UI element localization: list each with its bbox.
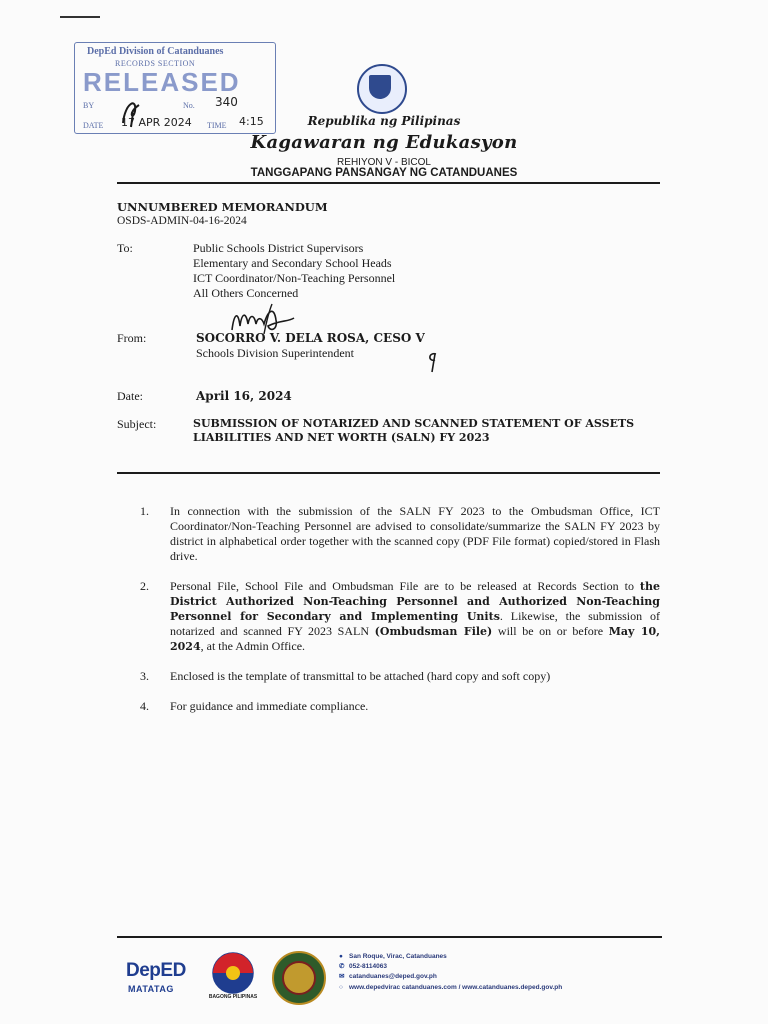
item-bold-deadline: May 10, 2024	[170, 625, 660, 653]
item-bold-text: the District Authorized Non-Teaching Personnel and Authorized Non-Teaching Personnel for Secondary and Implementing Units	[170, 580, 660, 623]
phone-icon: ✆	[339, 963, 345, 971]
initial-mark	[426, 350, 440, 374]
contact-website	[339, 983, 562, 993]
bagong-pilipinas-emblem-icon	[210, 952, 256, 994]
recipient: Elementary and Secondary School Heads	[193, 256, 392, 270]
globe-icon: ○	[339, 983, 343, 991]
list-item	[140, 579, 660, 654]
date-label: Date:	[117, 389, 143, 403]
stamp-status: RELEASED	[83, 67, 241, 97]
deped-matatag-logo	[126, 958, 192, 998]
stamp-time-value: 4:15	[239, 115, 264, 128]
to-recipients	[193, 241, 395, 301]
stamp-no-label: No.	[183, 101, 195, 110]
stamp-time-label: TIME	[207, 121, 227, 130]
date-value: April 16, 2024	[196, 389, 292, 403]
address-text: San Roque, Virac, Catanduanes	[349, 953, 447, 960]
footer-contacts	[339, 952, 562, 993]
stamp-section: RECORDS SECTION	[115, 59, 196, 68]
from-name: SOCORRO V. DELA ROSA, CESO V	[196, 331, 425, 345]
from-label: From:	[117, 331, 147, 345]
stamp-office: DepEd Division of Catanduanes	[87, 46, 224, 57]
item-number: 2.	[140, 579, 149, 593]
item-number: 1.	[140, 504, 149, 518]
website-text[interactable]: www.depedvirac catanduanes.com / www.catanduanes.deped.gov.ph	[349, 983, 563, 991]
subject-divider	[117, 472, 660, 474]
scan-mark	[60, 16, 100, 18]
location-pin-icon: ●	[339, 953, 343, 960]
recipient: All Others Concerned	[193, 286, 299, 300]
item-text: For guidance and immediate compliance.	[170, 699, 369, 713]
header-republic: Republika ng Pilipinas	[307, 114, 461, 128]
memo-number: OSDS-ADMIN-04-16-2024	[117, 215, 247, 227]
item-text: In connection with the submission of the SALN FY 2023 to the Ombudsman Office, ICT Coordinator/Non-Teaching Personnel are advised to consolidate/summarize the SALN FY 2023 by district in alphabetical order together with the scanned copy (PDF File format) copied/stored in Flash drive.	[170, 504, 660, 563]
email-text[interactable]: catanduanes@deped.gov.ph	[349, 973, 437, 981]
division-seal-center	[282, 961, 316, 995]
header-region: REHIYON V - BICOL	[337, 157, 431, 168]
stamp-by-label: BY	[83, 101, 95, 110]
header-divider	[117, 182, 660, 184]
seal-shield-icon	[369, 75, 391, 99]
bagong-pilipinas-logo	[204, 952, 262, 1002]
list-item	[140, 504, 660, 564]
item-bold-text: (Ombudsman File)	[374, 625, 493, 638]
bagong-pilipinas-caption: BAGONG PILIPINAS	[208, 994, 258, 1000]
division-seal-logo	[272, 951, 326, 1005]
stamp-date-value: 17 APR 2024	[121, 116, 192, 129]
stamp-date-label: DATE	[83, 121, 104, 130]
contact-address	[339, 952, 562, 962]
from-position: Schools Division Superintendent	[196, 346, 354, 360]
header-department: Kagawaran ng Edukasyon	[250, 132, 518, 153]
deped-seal	[357, 64, 407, 114]
item-text: Personal File, School File and Ombudsman File are to be released at Records Section to	[170, 579, 640, 593]
list-item	[140, 699, 660, 714]
matatag-logo-text: MATATAG	[128, 984, 174, 994]
item-text: Enclosed is the template of transmittal to be attached (hard copy and soft copy)	[170, 669, 551, 683]
list-item	[140, 669, 660, 684]
phone-text: 052-8114063	[349, 963, 387, 971]
item-number: 3.	[140, 669, 149, 683]
item-number: 4.	[140, 699, 149, 713]
contact-phone	[339, 962, 562, 972]
item-text: . Likewise, the submission of notarized and scanned FY 2023 SALN	[170, 609, 661, 638]
email-icon: ✉	[339, 973, 345, 981]
memo-body	[140, 504, 660, 729]
recipient: Public Schools District Supervisors	[193, 241, 364, 255]
footer-divider	[117, 936, 662, 938]
recipient: ICT Coordinator/Non-Teaching Personnel	[193, 271, 396, 285]
to-label: To:	[117, 241, 133, 255]
header-office: TANGGAPANG PANSANGAY NG CATANDUANES	[250, 167, 518, 179]
subject-label: Subject:	[117, 417, 157, 431]
memo-title: UNNUMBERED MEMORANDUM	[117, 200, 328, 214]
stamp-no-value: 340	[215, 95, 238, 109]
item-text: will be on or before	[492, 624, 609, 638]
subject-value: SUBMISSION OF NOTARIZED AND SCANNED STATEMENT OF ASSETS LIABILITIES AND NET WORTH (SALN) FY 2023	[193, 417, 635, 444]
deped-logo-text: DepED	[126, 960, 186, 981]
item-text: , at the Admin Office.	[200, 639, 306, 653]
contact-email	[339, 972, 562, 982]
